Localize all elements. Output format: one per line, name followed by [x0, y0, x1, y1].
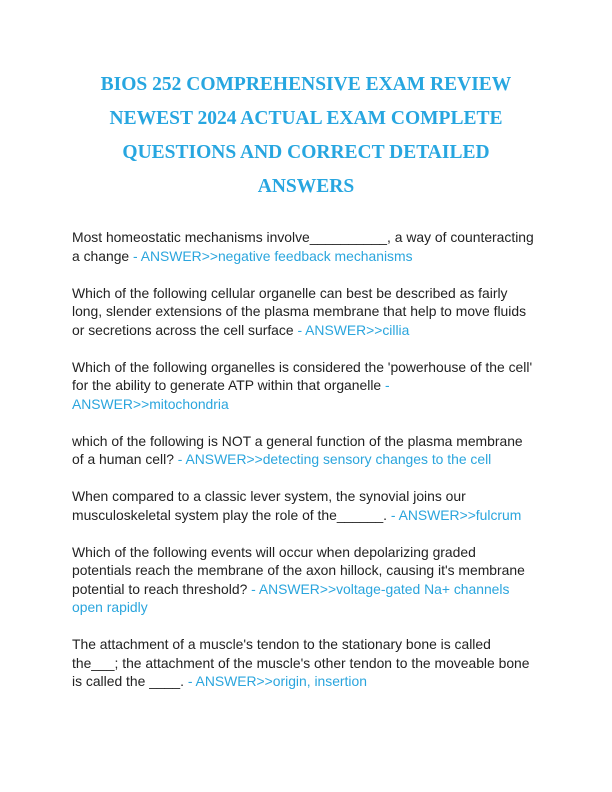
- answer-text: - ANSWER>>fulcrum: [390, 506, 522, 523]
- question-text: is called the ____.: [72, 673, 188, 689]
- title-line: NEWEST 2024 ACTUAL EXAM COMPLETE: [109, 108, 503, 129]
- title-line: BIOS 252 COMPREHENSIVE EXAM REVIEW: [100, 74, 512, 95]
- question-text: of a human cell?: [72, 451, 178, 467]
- question-text: a change: [72, 247, 134, 264]
- question-text: Which of the following organelles is considered the 'powerhouse of the cell': [72, 358, 533, 375]
- qa-list: [72, 228, 546, 709]
- answer-text: ANSWER>>mitochondria: [72, 395, 229, 412]
- answer-prefix: -: [385, 377, 390, 393]
- question-text: which of the following is NOT a general function of the plasma membrane: [72, 432, 523, 449]
- qa-item-1: [72, 228, 546, 265]
- question-text: long, slender extensions of the plasma membrane that help to move fluids: [72, 303, 527, 319]
- qa-item-7: [72, 635, 546, 691]
- answer-text: - ANSWER>>origin, insertion: [187, 673, 367, 689]
- question-text: potentials reach the membrane of the axon hillock, causing it's membrane: [72, 562, 525, 578]
- answer-text: - ANSWER>>cillia: [297, 321, 410, 338]
- answer-text: - ANSWER>>voltage-gated Na+ channels: [251, 580, 510, 597]
- document-title: [60, 68, 552, 204]
- answer-text: open rapidly: [72, 599, 148, 615]
- question-text: musculoskeletal system play the role of the______.: [72, 506, 391, 523]
- question-text: Which of the following cellular organelle can best be described as fairly: [72, 284, 508, 301]
- question-text: potential to reach threshold?: [72, 580, 252, 597]
- question-text: Most homeostatic mechanisms involve__________, a way of counteracting: [72, 229, 534, 245]
- qa-item-6: [72, 543, 546, 617]
- question-text: The attachment of a muscle's tendon to the stationary bone is called: [72, 636, 491, 652]
- question-text: the___; the attachment of the muscle's other tendon to the moveable bone: [72, 654, 530, 671]
- qa-item-5: [72, 487, 546, 524]
- question-text: When compared to a classic lever system, the synovial joins our: [72, 488, 466, 504]
- qa-item-4: [72, 432, 546, 469]
- qa-item-3: [72, 358, 546, 414]
- question-text: or secretions across the cell surface: [72, 321, 298, 338]
- qa-item-2: [72, 284, 546, 340]
- question-text: for the ability to generate ATP within that organelle: [72, 377, 385, 393]
- answer-text: - ANSWER>>detecting sensory changes to the cell: [177, 451, 492, 467]
- question-text: Which of the following events will occur when depolarizing graded: [72, 543, 476, 560]
- title-line: QUESTIONS AND CORRECT DETAILED: [122, 142, 490, 163]
- answer-text: - ANSWER>>negative feedback mechanisms: [133, 247, 413, 264]
- title-line: ANSWERS: [257, 176, 355, 197]
